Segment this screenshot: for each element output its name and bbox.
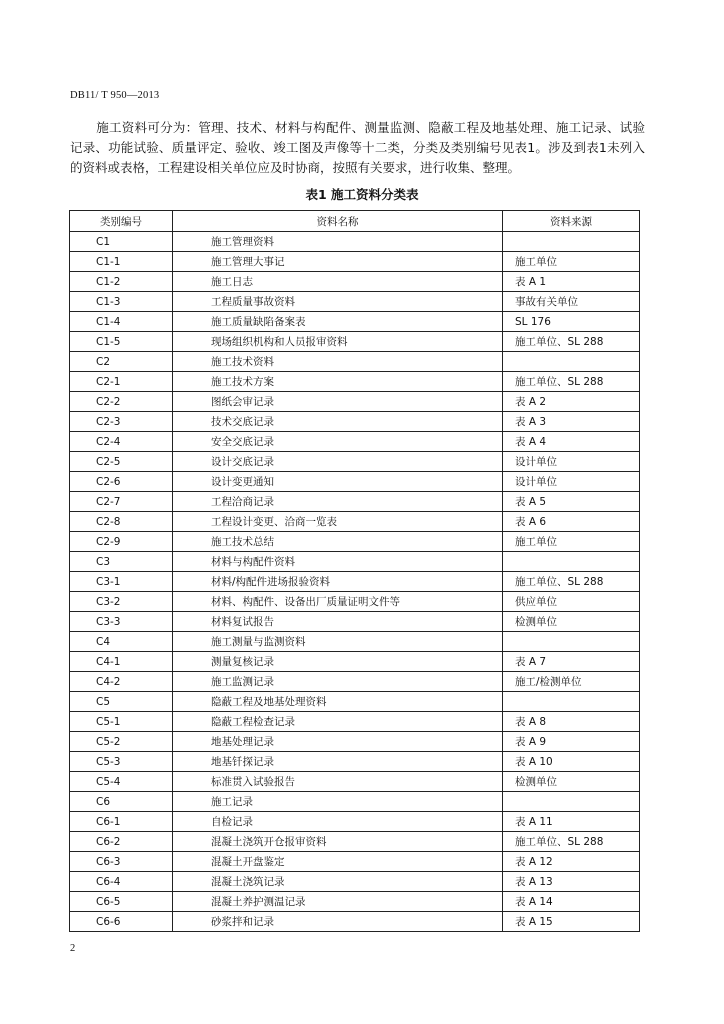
cell-document-name: 混凝土开盘鉴定 [173, 852, 503, 872]
cell-document-source: 表 A 9 [503, 732, 640, 752]
header-category-code: 类别编号 [70, 211, 173, 232]
cell-category-code: C2-1 [70, 372, 173, 392]
cell-document-name: 图纸会审记录 [173, 392, 503, 412]
cell-document-source [503, 632, 640, 652]
cell-document-source: 表 A 15 [503, 912, 640, 932]
cell-document-source: 表 A 8 [503, 712, 640, 732]
table-row [70, 252, 640, 272]
cell-document-name: 工程设计变更、洽商一览表 [173, 512, 503, 532]
cell-document-source: 事故有关单位 [503, 292, 640, 312]
table-row [70, 432, 640, 452]
cell-category-code: C1-2 [70, 272, 173, 292]
cell-category-code: C6 [70, 792, 173, 812]
table-row [70, 532, 640, 552]
cell-document-name: 测量复核记录 [173, 652, 503, 672]
table-row [70, 572, 640, 592]
cell-category-code: C6-2 [70, 832, 173, 852]
cell-category-code: C1-5 [70, 332, 173, 352]
cell-document-name: 砂浆拌和记录 [173, 912, 503, 932]
cell-category-code: C4-1 [70, 652, 173, 672]
table-header [70, 211, 640, 232]
intro-paragraph [70, 118, 645, 178]
cell-category-code: C3-1 [70, 572, 173, 592]
cell-category-code: C6-3 [70, 852, 173, 872]
cell-document-source: 表 A 2 [503, 392, 640, 412]
header-row [70, 211, 640, 232]
cell-document-name: 设计交底记录 [173, 452, 503, 472]
cell-document-source [503, 232, 640, 252]
cell-document-source: 供应单位 [503, 592, 640, 612]
cell-document-name: 材料/构配件进场报验资料 [173, 572, 503, 592]
table-row [70, 672, 640, 692]
cell-category-code: C1-4 [70, 312, 173, 332]
table-row [70, 832, 640, 852]
cell-document-source: 表 A 14 [503, 892, 640, 912]
table-row [70, 612, 640, 632]
intro-text: 施工资料可分为：管理、技术、材料与构配件、测量监测、隐蔽工程及地基处理、施工记录、试验记录、功能试验、质量评定、验收、竣工图及声像等十二类，分类及类别编号见表1。涉及到表1未列入的资料或表格，工程建设相关单位应及时协商，按照有关要求，进行收集、整理。 [70, 120, 645, 175]
cell-document-name: 材料复试报告 [173, 612, 503, 632]
cell-category-code: C2-7 [70, 492, 173, 512]
table-row [70, 892, 640, 912]
table-row [70, 852, 640, 872]
cell-category-code: C3-3 [70, 612, 173, 632]
cell-document-name: 安全交底记录 [173, 432, 503, 452]
cell-document-name: 施工监测记录 [173, 672, 503, 692]
cell-category-code: C2-2 [70, 392, 173, 412]
cell-document-source: 表 A 12 [503, 852, 640, 872]
cell-document-source: 施工单位 [503, 252, 640, 272]
cell-category-code: C5-4 [70, 772, 173, 792]
cell-document-source: SL 176 [503, 312, 640, 332]
table-row [70, 732, 640, 752]
table-row [70, 872, 640, 892]
cell-document-name: 混凝土浇筑开仓报审资料 [173, 832, 503, 852]
cell-document-name: 施工记录 [173, 792, 503, 812]
table-row [70, 792, 640, 812]
cell-category-code: C6-4 [70, 872, 173, 892]
table-row [70, 772, 640, 792]
table-row [70, 372, 640, 392]
cell-document-source [503, 352, 640, 372]
cell-document-source: 检测单位 [503, 612, 640, 632]
cell-category-code: C2-9 [70, 532, 173, 552]
cell-document-source: 表 A 1 [503, 272, 640, 292]
cell-document-name: 施工日志 [173, 272, 503, 292]
table-row [70, 552, 640, 572]
cell-document-name: 施工管理资料 [173, 232, 503, 252]
table-row [70, 912, 640, 932]
cell-document-source [503, 792, 640, 812]
cell-document-name: 工程洽商记录 [173, 492, 503, 512]
cell-document-source: 施工单位、SL 288 [503, 572, 640, 592]
table-row [70, 652, 640, 672]
cell-document-name: 施工技术资料 [173, 352, 503, 372]
table-body [70, 232, 640, 932]
cell-document-source [503, 552, 640, 572]
cell-document-name: 隐蔽工程及地基处理资料 [173, 692, 503, 712]
cell-document-source [503, 692, 640, 712]
cell-document-name: 施工技术总结 [173, 532, 503, 552]
cell-document-name: 施工测量与监测资料 [173, 632, 503, 652]
header-document-source: 资料来源 [503, 211, 640, 232]
cell-category-code: C5-3 [70, 752, 173, 772]
cell-document-source: 表 A 11 [503, 812, 640, 832]
cell-document-name: 现场组织机构和人员报审资料 [173, 332, 503, 352]
table-row [70, 452, 640, 472]
table-row [70, 412, 640, 432]
cell-document-name: 地基钎探记录 [173, 752, 503, 772]
table-row [70, 312, 640, 332]
table-row [70, 332, 640, 352]
cell-category-code: C1 [70, 232, 173, 252]
cell-document-source: 设计单位 [503, 472, 640, 492]
cell-document-source: 施工/检测单位 [503, 672, 640, 692]
cell-document-name: 地基处理记录 [173, 732, 503, 752]
cell-document-name: 自检记录 [173, 812, 503, 832]
cell-document-source: 表 A 10 [503, 752, 640, 772]
cell-category-code: C6-6 [70, 912, 173, 932]
cell-category-code: C2-4 [70, 432, 173, 452]
table-title: 表1 施工资料分类表 [305, 187, 419, 202]
cell-document-name: 施工管理大事记 [173, 252, 503, 272]
table-row [70, 392, 640, 412]
cell-document-source: 表 A 13 [503, 872, 640, 892]
cell-category-code: C5 [70, 692, 173, 712]
cell-document-source: 表 A 4 [503, 432, 640, 452]
cell-document-source: 施工单位 [503, 532, 640, 552]
cell-document-source: 表 A 3 [503, 412, 640, 432]
cell-category-code: C4-2 [70, 672, 173, 692]
cell-category-code: C3 [70, 552, 173, 572]
table-row [70, 352, 640, 372]
cell-document-source: 设计单位 [503, 452, 640, 472]
cell-category-code: C6-1 [70, 812, 173, 832]
classification-table [69, 210, 640, 932]
cell-category-code: C2-8 [70, 512, 173, 532]
cell-document-source: 施工单位、SL 288 [503, 372, 640, 392]
cell-category-code: C6-5 [70, 892, 173, 912]
cell-document-name: 混凝土浇筑记录 [173, 872, 503, 892]
cell-document-name: 隐蔽工程检查记录 [173, 712, 503, 732]
standard-code: DB11/ T 950—2013 [70, 90, 160, 101]
cell-document-name: 混凝土养护测温记录 [173, 892, 503, 912]
cell-document-name: 施工质量缺陷备案表 [173, 312, 503, 332]
cell-document-source: 表 A 7 [503, 652, 640, 672]
cell-document-source: 表 A 5 [503, 492, 640, 512]
cell-document-source: 表 A 6 [503, 512, 640, 532]
page-number: 2 [70, 943, 76, 954]
table-row [70, 292, 640, 312]
cell-document-name: 施工技术方案 [173, 372, 503, 392]
cell-category-code: C2 [70, 352, 173, 372]
cell-category-code: C3-2 [70, 592, 173, 612]
table-row [70, 472, 640, 492]
table-row [70, 512, 640, 532]
cell-category-code: C5-1 [70, 712, 173, 732]
cell-category-code: C2-5 [70, 452, 173, 472]
table-row [70, 272, 640, 292]
cell-category-code: C2-3 [70, 412, 173, 432]
cell-category-code: C1-3 [70, 292, 173, 312]
cell-document-source: 施工单位、SL 288 [503, 832, 640, 852]
cell-category-code: C5-2 [70, 732, 173, 752]
table-row [70, 692, 640, 712]
table-row [70, 592, 640, 612]
cell-document-name: 技术交底记录 [173, 412, 503, 432]
cell-document-name: 材料、构配件、设备出厂质量证明文件等 [173, 592, 503, 612]
table-row [70, 812, 640, 832]
cell-document-name: 材料与构配件资料 [173, 552, 503, 572]
cell-document-source: 检测单位 [503, 772, 640, 792]
header-document-name: 资料名称 [173, 211, 503, 232]
cell-document-name: 标准贯入试验报告 [173, 772, 503, 792]
cell-category-code: C2-6 [70, 472, 173, 492]
table-row [70, 632, 640, 652]
cell-document-name: 设计变更通知 [173, 472, 503, 492]
table-row [70, 232, 640, 252]
table-row [70, 492, 640, 512]
table-row [70, 712, 640, 732]
cell-category-code: C4 [70, 632, 173, 652]
cell-document-source: 施工单位、SL 288 [503, 332, 640, 352]
cell-document-name: 工程质量事故资料 [173, 292, 503, 312]
cell-category-code: C1-1 [70, 252, 173, 272]
table-row [70, 752, 640, 772]
